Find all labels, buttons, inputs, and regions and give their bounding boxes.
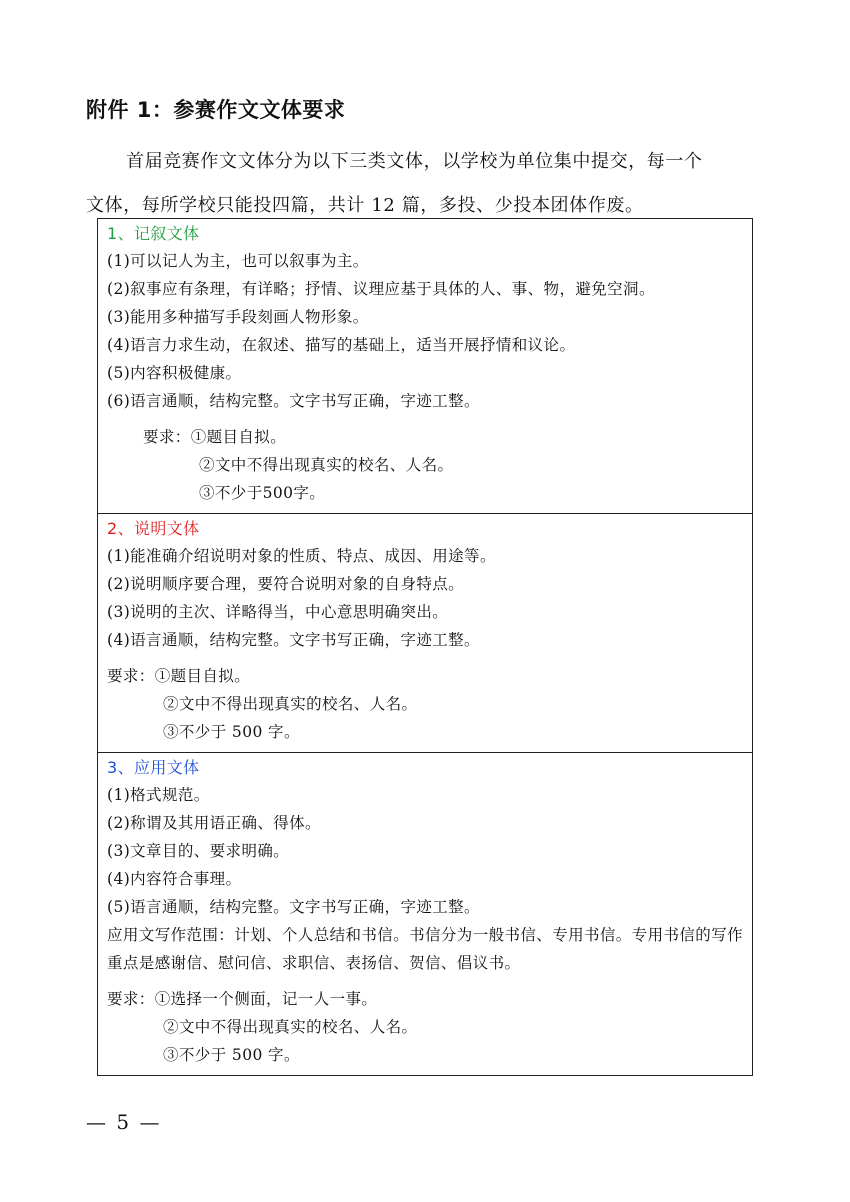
- page-number: — 5 —: [86, 1110, 162, 1134]
- page-heading: 附件 1：参赛作文文体要求: [86, 98, 346, 122]
- intro-paragraph: [86, 140, 766, 228]
- requirement-2: ②文中不得出现真实的校名、人名。: [199, 456, 454, 474]
- requirement-1: 要求：①题目自拟。: [143, 428, 287, 446]
- requirement-2: ②文中不得出现真实的校名、人名。: [163, 695, 418, 713]
- intro-line-2: 文体，每所学校只能投四篇，共计 12 篇，多投、少投本团体作废。: [86, 195, 644, 216]
- list-item: (2)称谓及其用语正确、得体。: [107, 814, 321, 832]
- intro-line-1: 首届竞赛作文文体分为以下三类文体，以学校为单位集中提交，每一个: [126, 151, 703, 172]
- writing-scope: 应用文写作范围：计划、个人总结和书信。书信分为一般书信、专用书信。专用书信的写作重点是感谢信、慰问信、求职信、表扬信、贺信、倡议书。: [107, 926, 744, 972]
- section-narrative: [98, 219, 753, 514]
- section-narrative-cell: [98, 219, 753, 514]
- requirement-3: ③不少于500字。: [199, 484, 326, 502]
- requirement-3: ③不少于 500 字。: [163, 723, 300, 741]
- section-expository-cell: [98, 514, 753, 753]
- list-item: (1)能准确介绍说明对象的性质、特点、成因、用途等。: [107, 547, 496, 565]
- list-item: (4)语言力求生动，在叙述、描写的基础上，适当开展抒情和议论。: [107, 336, 576, 354]
- section-expository: [98, 514, 753, 753]
- requirement-3: ③不少于 500 字。: [163, 1046, 300, 1064]
- list-item: (2)叙事应有条理，有详略；抒情、议理应基于具体的人、事、物，避免空洞。: [107, 280, 655, 298]
- list-item: (2)说明顺序要合理，要符合说明对象的自身特点。: [107, 575, 465, 593]
- section-practical-cell: [98, 753, 753, 1076]
- requirement-1: 要求：①题目自拟。: [107, 667, 251, 685]
- list-item: (3)文章目的、要求明确。: [107, 842, 290, 860]
- list-item: (5)语言通顺，结构完整。文字书写正确，字迹工整。: [107, 898, 480, 916]
- list-item: (4)语言通顺，结构完整。文字书写正确，字迹工整。: [107, 631, 480, 649]
- section-title: 1、记叙文体: [107, 224, 200, 243]
- list-item: (5)内容积极健康。: [107, 364, 242, 382]
- section-title: 2、说明文体: [107, 519, 200, 538]
- list-item: (1)格式规范。: [107, 786, 210, 804]
- section-practical: [98, 753, 753, 1076]
- requirement-1: 要求：①选择一个侧面，记一人一事。: [107, 990, 378, 1008]
- requirement-2: ②文中不得出现真实的校名、人名。: [163, 1018, 418, 1036]
- genre-requirements-table: [97, 218, 753, 1076]
- list-item: (4)内容符合事理。: [107, 870, 242, 888]
- list-item: (3)能用多种描写手段刻画人物形象。: [107, 308, 369, 326]
- list-item: (1)可以记人为主，也可以叙事为主。: [107, 252, 369, 270]
- section-title: 3、应用文体: [107, 758, 200, 777]
- list-item: (3)说明的主次、详略得当，中心意思明确突出。: [107, 603, 449, 621]
- list-item: (6)语言通顺，结构完整。文字书写正确，字迹工整。: [107, 392, 480, 410]
